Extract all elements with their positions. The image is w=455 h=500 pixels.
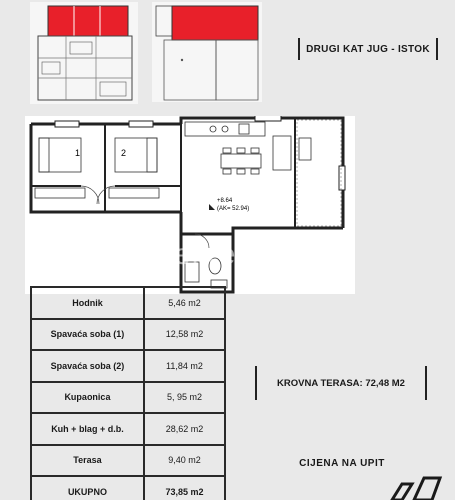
roof-terrace-note: KROVNA TERASA: 72,48 M2 — [255, 366, 427, 400]
room-name: Kuh + blag + d.b. — [31, 413, 144, 445]
floor-plan-drawing — [25, 116, 355, 294]
room-name: Terasa — [31, 445, 144, 477]
table-row — [31, 382, 225, 414]
total-row — [31, 476, 225, 500]
room-name: Kupaonica — [31, 382, 144, 414]
roof-terrace-drawing — [152, 2, 262, 102]
room-name: Spavaća soba (2) — [31, 350, 144, 382]
table-row — [31, 445, 225, 477]
apartment-floor-plan — [25, 116, 355, 294]
room-name: Spavaća soba (1) — [31, 319, 144, 351]
total-area: 73,85 m2 — [144, 476, 225, 500]
room-area: 28,62 m2 — [144, 413, 225, 445]
table-row — [31, 413, 225, 445]
room-1-label: 1 — [75, 148, 81, 158]
area-label: (AK= 52.94) — [217, 206, 250, 212]
floor-title: DRUGI KAT JUG - ISTOK — [298, 38, 438, 60]
highlighted-unit — [48, 6, 128, 36]
price-text: CIJENA NA UPIT — [299, 457, 385, 469]
level-label: +8.64 — [217, 198, 233, 204]
brand-logo-icon — [388, 474, 450, 500]
room-name: Hodnik — [31, 287, 144, 319]
room-area: 5,46 m2 — [144, 287, 225, 319]
table-row — [31, 287, 225, 319]
room-area: 12,58 m2 — [144, 319, 225, 351]
building-floorplan-thumbnail — [30, 2, 138, 104]
table-row — [31, 350, 225, 382]
room-2-label: 2 — [121, 148, 127, 158]
highlighted-terrace — [172, 6, 258, 40]
building-floorplan-drawing — [30, 2, 138, 104]
watermark-text: Eksluziv Nekretnine © — [24, 238, 339, 271]
room-areas-table — [30, 286, 226, 500]
roof-terrace-thumbnail — [152, 2, 262, 102]
room-area: 9,40 m2 — [144, 445, 225, 477]
table-row — [31, 319, 225, 351]
total-label: UKUPNO — [31, 476, 144, 500]
room-area: 5, 95 m2 — [144, 382, 225, 414]
room-area: 11,84 m2 — [144, 350, 225, 382]
